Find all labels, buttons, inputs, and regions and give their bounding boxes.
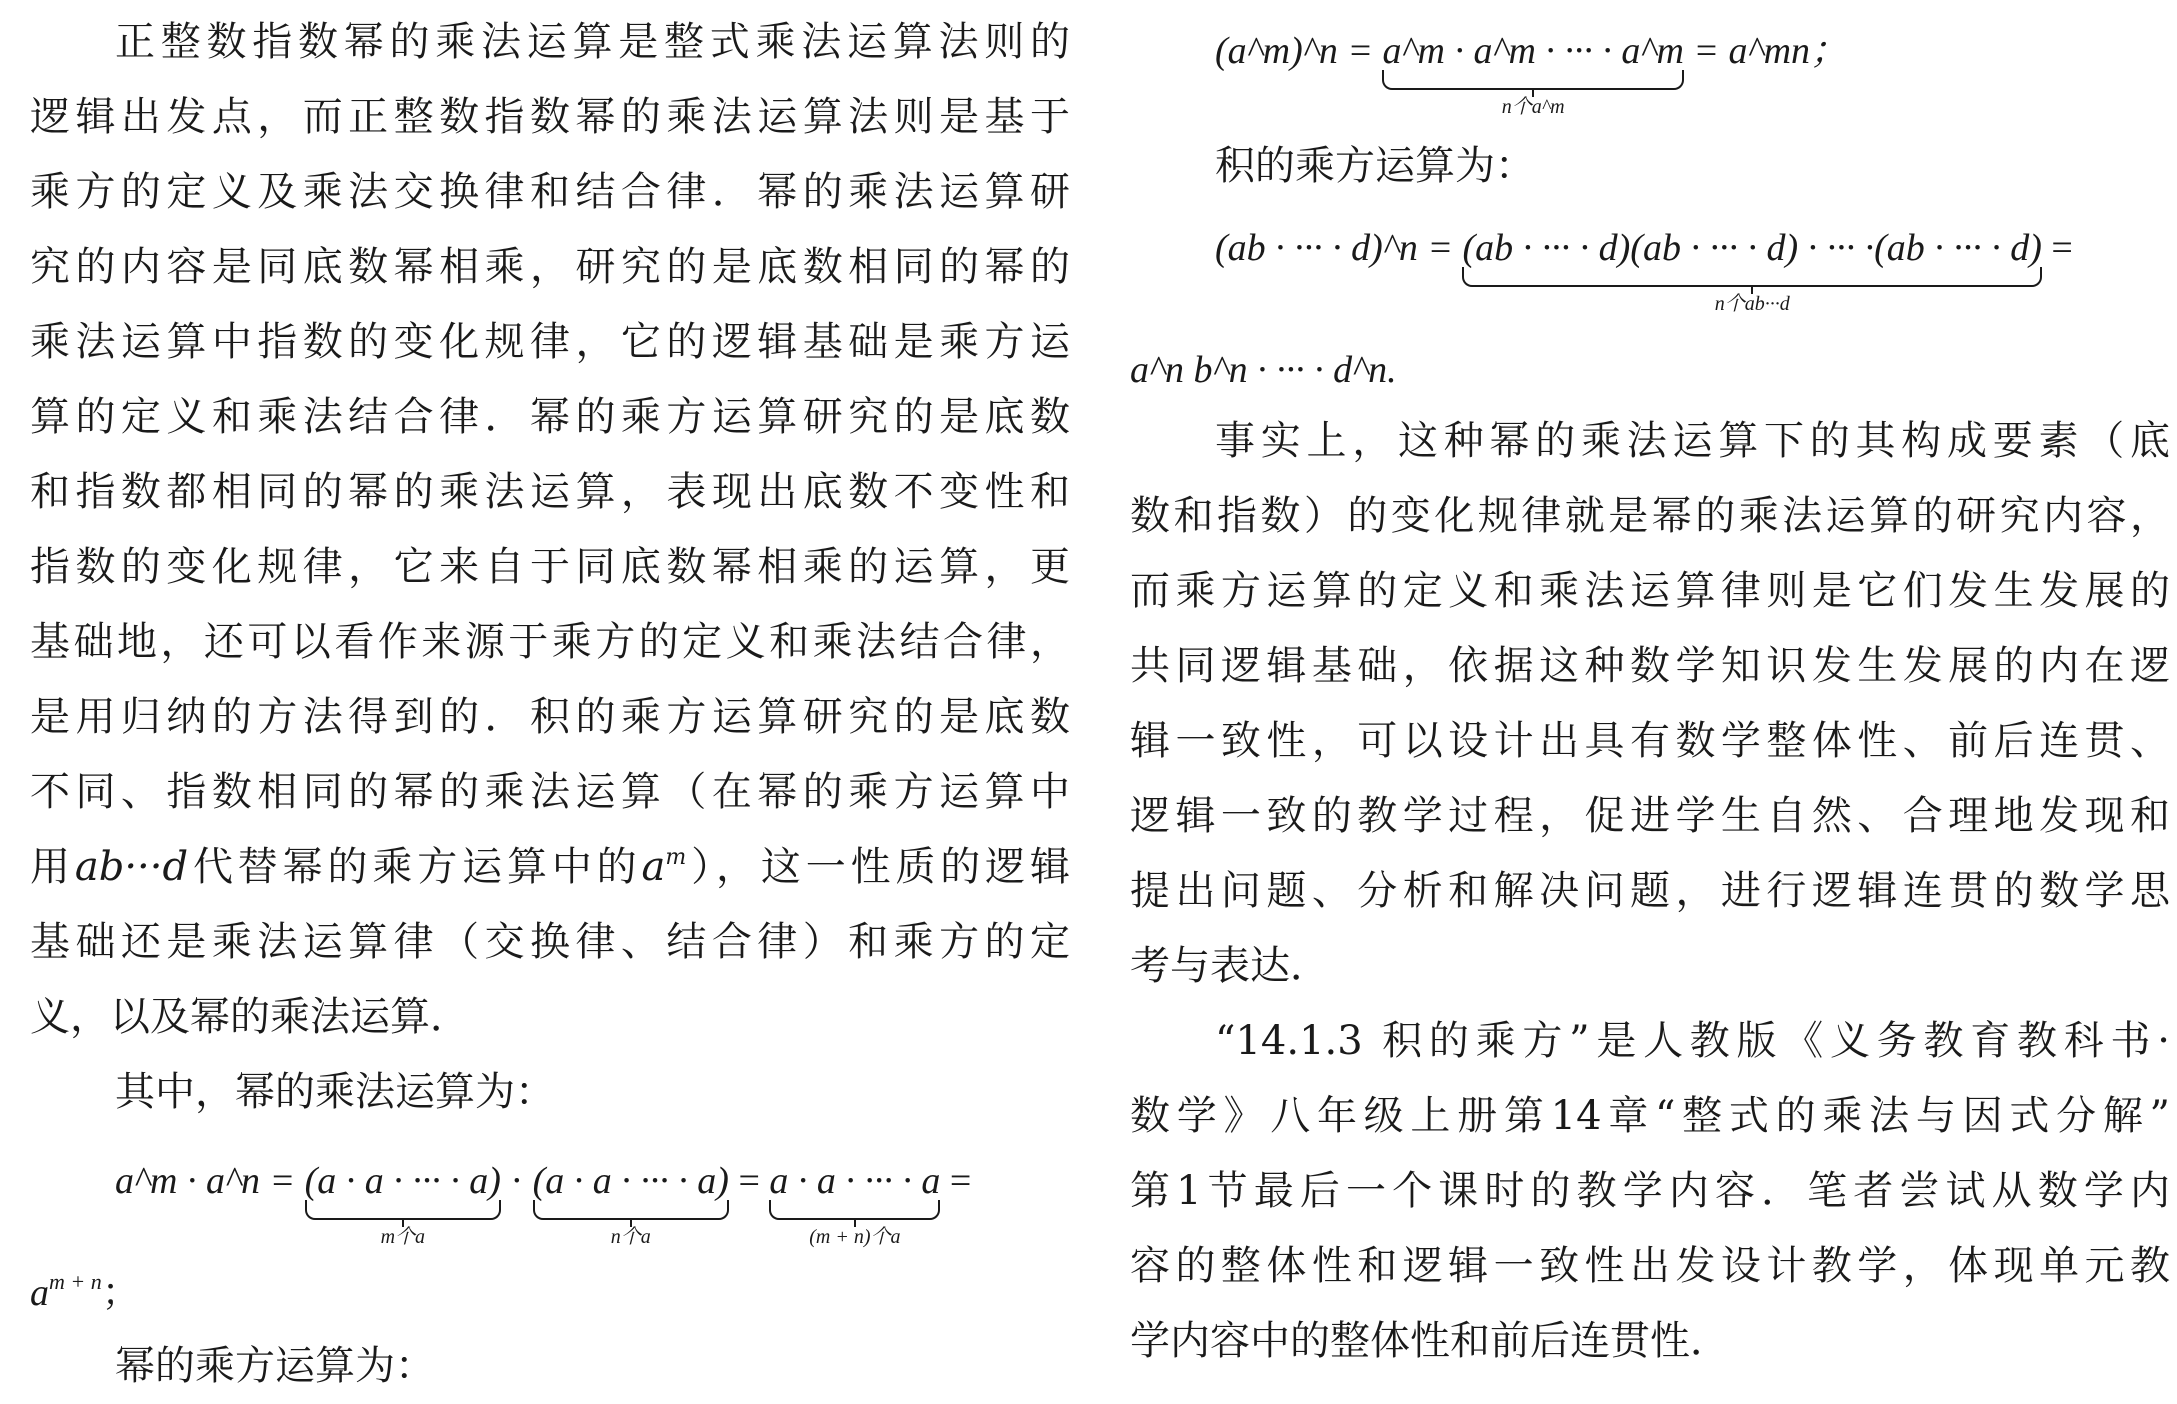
paragraph-line: 基础地，还可以看作来源于乘方的定义和乘法结合律， <box>30 619 1070 665</box>
paragraph-line: 义，以及幂的乘法运算． <box>30 994 470 1040</box>
underbrace-label: (m + n)个a <box>809 1226 901 1248</box>
underbrace <box>1382 70 1683 90</box>
underbrace-label: n个a <box>610 1226 651 1248</box>
text-fragment: ），这一性质的逻辑 <box>686 844 1071 890</box>
underbrace-label: n个a^m <box>1501 96 1565 118</box>
paragraph-line: 数和指数）的变化规律就是幂的乘法运算的研究内容， <box>1130 493 2170 539</box>
paragraph-line: 事实上，这种幂的乘法运算下的其构成要素（底 <box>1215 418 2170 464</box>
product-intro: 其中，幂的乘法运算为： <box>115 1069 555 1115</box>
product-formula <box>115 1156 972 1248</box>
paragraph-line: 容的整体性和逻辑一致性出发设计教学，体现单元教 <box>1130 1243 2170 1289</box>
formula-dot: · <box>510 1160 524 1202</box>
paragraph-line: 辑一致性，可以设计出具有数学整体性、前后连贯、 <box>1130 718 2170 764</box>
formula-lhs: (ab · ··· · d)^n = <box>1215 227 1453 269</box>
underbrace-label: m个a <box>380 1226 426 1248</box>
paragraph-line: 第1节最后一个课时的教学内容．笔者尝试从数学内 <box>1130 1168 2170 1214</box>
formula-equals: = <box>2051 227 2073 269</box>
paragraph-line: 而乘方运算的定义和乘法运算律则是它们发生发展的 <box>1130 568 2170 614</box>
underbrace <box>1462 267 2041 287</box>
formula-group: a^m · a^m · ··· · a^m n个a^m <box>1382 30 1684 118</box>
paragraph-line: 乘方的定义及乘法交换律和结合律．幂的乘法运算研 <box>30 169 1070 215</box>
math-variable: ab···d <box>74 844 189 890</box>
product-result <box>30 1268 140 1318</box>
power-formula <box>1215 26 1849 118</box>
formula-rhs: = a^mn； <box>1693 30 1849 72</box>
paragraph-line: 考与表达． <box>1130 943 1330 989</box>
underbrace <box>533 1200 729 1220</box>
math-base: a <box>641 844 666 890</box>
formula-lhs: a^m · a^n = <box>115 1160 296 1202</box>
product-power-formula <box>1215 223 2073 315</box>
formula-equals: = <box>949 1160 972 1202</box>
paragraph-line: 正整数指数幂的乘法运算是整式乘法运算法则的 <box>115 19 1070 65</box>
paragraph-line: 是用归纳的方法得到的．积的乘方运算研究的是底数 <box>30 694 1070 740</box>
paragraph-line: 提出问题、分析和解决问题，进行逻辑连贯的数学思 <box>1130 868 2170 914</box>
paragraph-line: 乘法运算中指数的变化规律，它的逻辑基础是乘方运 <box>30 319 1070 365</box>
paragraph-line: 指数的变化规律，它来自于同底数幂相乘的运算，更 <box>30 544 1070 590</box>
paragraph-line: 数学》八年级上册第14章“整式的乘法与因式分解” <box>1130 1093 2170 1139</box>
formula-group: (a · a · ··· · a) m个a <box>304 1160 501 1248</box>
product-power-intro: 积的乘方运算为： <box>1215 143 1535 189</box>
math-exponent: m <box>665 845 687 870</box>
paragraph-line: 逻辑一致的教学过程，促进学生自然、合理地发现和 <box>1130 793 2170 839</box>
power-intro: 幂的乘方运算为： <box>115 1343 435 1389</box>
product-power-result: a^n b^n · ··· · d^n. <box>1130 349 1397 391</box>
text-fragment: 用 <box>30 844 75 890</box>
formula-lhs: (a^m)^n = <box>1215 30 1373 72</box>
paragraph-line: 究的内容是同底数幂相乘，研究的是底数相同的幂的 <box>30 244 1070 290</box>
formula-group: a · a · ··· · a (m + n)个a <box>769 1160 941 1248</box>
underbrace-label: n个ab···d <box>1714 293 1790 315</box>
formula-punct: ； <box>101 1272 140 1314</box>
underbrace <box>305 1200 501 1220</box>
paragraph-line-with-math <box>30 839 1070 895</box>
paragraph-line: 和指数都相同的幂的乘法运算，表现出底数不变性和 <box>30 469 1070 515</box>
formula-group: (a · a · ··· · a) n个a <box>532 1160 729 1248</box>
formula-equals: = <box>738 1160 760 1202</box>
math-base: a <box>30 1272 49 1314</box>
paragraph-line: “14.1.3 积的乘方”是人教版《义务教育教科书· <box>1215 1018 2170 1064</box>
paragraph-line: 算的定义和乘法结合律．幂的乘方运算研究的是底数 <box>30 394 1070 440</box>
underbrace <box>769 1200 940 1220</box>
paragraph-line: 基础还是乘法运算律（交换律、结合律）和乘方的定 <box>30 919 1070 965</box>
formula-group: (ab · ··· · d)(ab · ··· · d) · ··· ·(ab · ··· · d) n个ab···d <box>1462 227 2042 315</box>
paragraph-line: 共同逻辑基础，依据这种数学知识发生发展的内在逻 <box>1130 643 2170 689</box>
math-exponent: m + n <box>49 1269 102 1294</box>
text-fragment: 代替幂的乘方运算中的 <box>188 844 642 890</box>
paragraph-line: 不同、指数相同的幂的乘法运算（在幂的乘方运算中 <box>30 769 1070 815</box>
paragraph-line: 学内容中的整体性和前后连贯性． <box>1130 1318 1730 1364</box>
paragraph-line: 逻辑出发点，而正整数指数幂的乘法运算法则是基于 <box>30 94 1070 140</box>
